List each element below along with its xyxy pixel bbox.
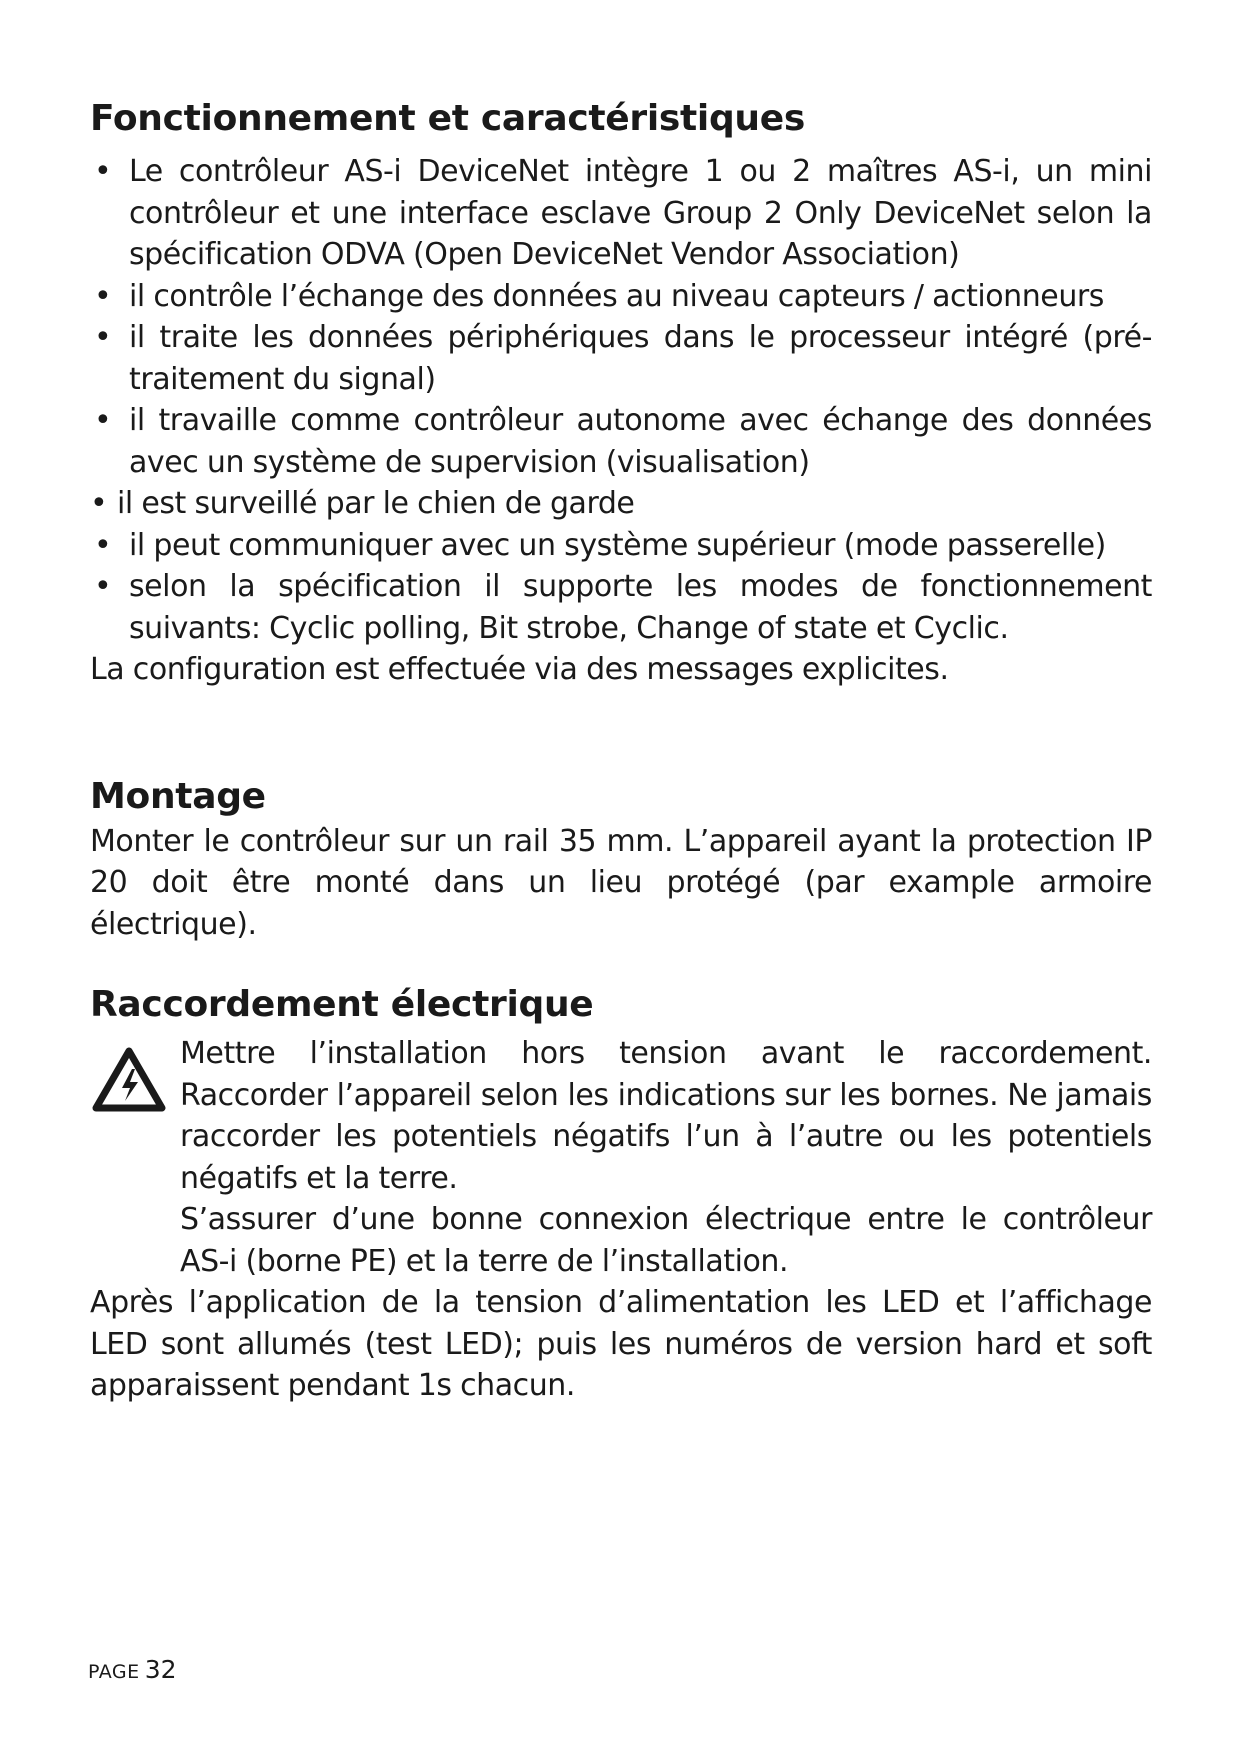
section-mounting: [90, 773, 1152, 946]
list-item: [90, 525, 1152, 567]
list-item: [90, 483, 1152, 525]
heading-electrical-connection: Raccordement électrique: [90, 984, 594, 1025]
list-item: [90, 400, 1152, 483]
earth-connection-text: S’assurer d’une bonne connexion électrique entre le contrôleur AS-i (borne PE) et la terre de l’installation.: [180, 1202, 1152, 1279]
heading-functioning: Fonctionnement et caractéristiques: [90, 98, 806, 139]
page-footer: [88, 1655, 177, 1684]
bullet-icon: •: [94, 527, 112, 563]
heading-mounting: Montage: [90, 775, 266, 817]
list-item-text: il traite les données périphériques dans le processeur intégré (pré-traitement du signal): [129, 320, 1152, 397]
list-item-text: Le contrôleur AS-i DeviceNet intègre 1 ou 2 maîtres AS-i, un mini contrôleur et une interface esclave Group 2 Only DeviceNet selon la spécification ODVA (Open DeviceNet Vendor Association): [129, 154, 1152, 272]
warning-block: [90, 1033, 1152, 1282]
bullet-icon: •: [94, 278, 112, 314]
list-item: [90, 151, 1152, 276]
bullet-icon: •: [90, 486, 108, 521]
section-electrical-connection: [90, 981, 1152, 1407]
page-number: 32: [144, 1655, 177, 1684]
warning-text: Mettre l’installation hors tension avant le raccordement. Raccorder l’appareil selon les indications sur les bornes. Ne jamais raccorder les potentiels négatifs l’un à l’autre ou les potentiels négatifs et la terre.: [180, 1036, 1152, 1196]
section-functioning: [90, 95, 1152, 691]
list-item-text: il travaille comme contrôleur autonome avec échange des données avec un système de supervision (visualisation): [129, 403, 1152, 480]
bullet-icon: •: [94, 320, 112, 355]
list-item-text: il contrôle l’échange des données au niveau capteurs / actionneurs: [129, 278, 1104, 314]
high-voltage-warning-icon: [92, 1047, 166, 1113]
feature-list: [90, 151, 1152, 649]
page-content: [90, 95, 1152, 1407]
bullet-icon: •: [94, 154, 112, 189]
list-item: [90, 566, 1152, 649]
list-item-text: il est surveillé par le chien de garde: [117, 486, 635, 521]
list-item-text: selon la spécification il supporte les modes de fonctionnement suivants: Cyclic polling, Bit strobe, Change of state et Cyclic.: [129, 569, 1152, 646]
list-item-text: il peut communiquer avec un système supérieur (mode passerelle): [129, 527, 1106, 563]
configuration-note: La configuration est effectuée via des messages explicites.: [90, 652, 949, 687]
mounting-text: Monter le contrôleur sur un rail 35 mm. L’appareil ayant la protection IP 20 doit être monté dans un lieu protégé (par example armoire électrique).: [90, 823, 1152, 942]
list-item: [90, 317, 1152, 400]
power-on-text: Après l’application de la tension d’alimentation les LED et l’affichage LED sont allumés (test LED); puis les numéros de version hard et soft apparaissent pendant 1s chacun.: [90, 1285, 1152, 1403]
list-item: [90, 276, 1152, 318]
bullet-icon: •: [94, 403, 112, 438]
bullet-icon: •: [94, 569, 112, 604]
page-label: PAGE: [88, 1661, 140, 1683]
